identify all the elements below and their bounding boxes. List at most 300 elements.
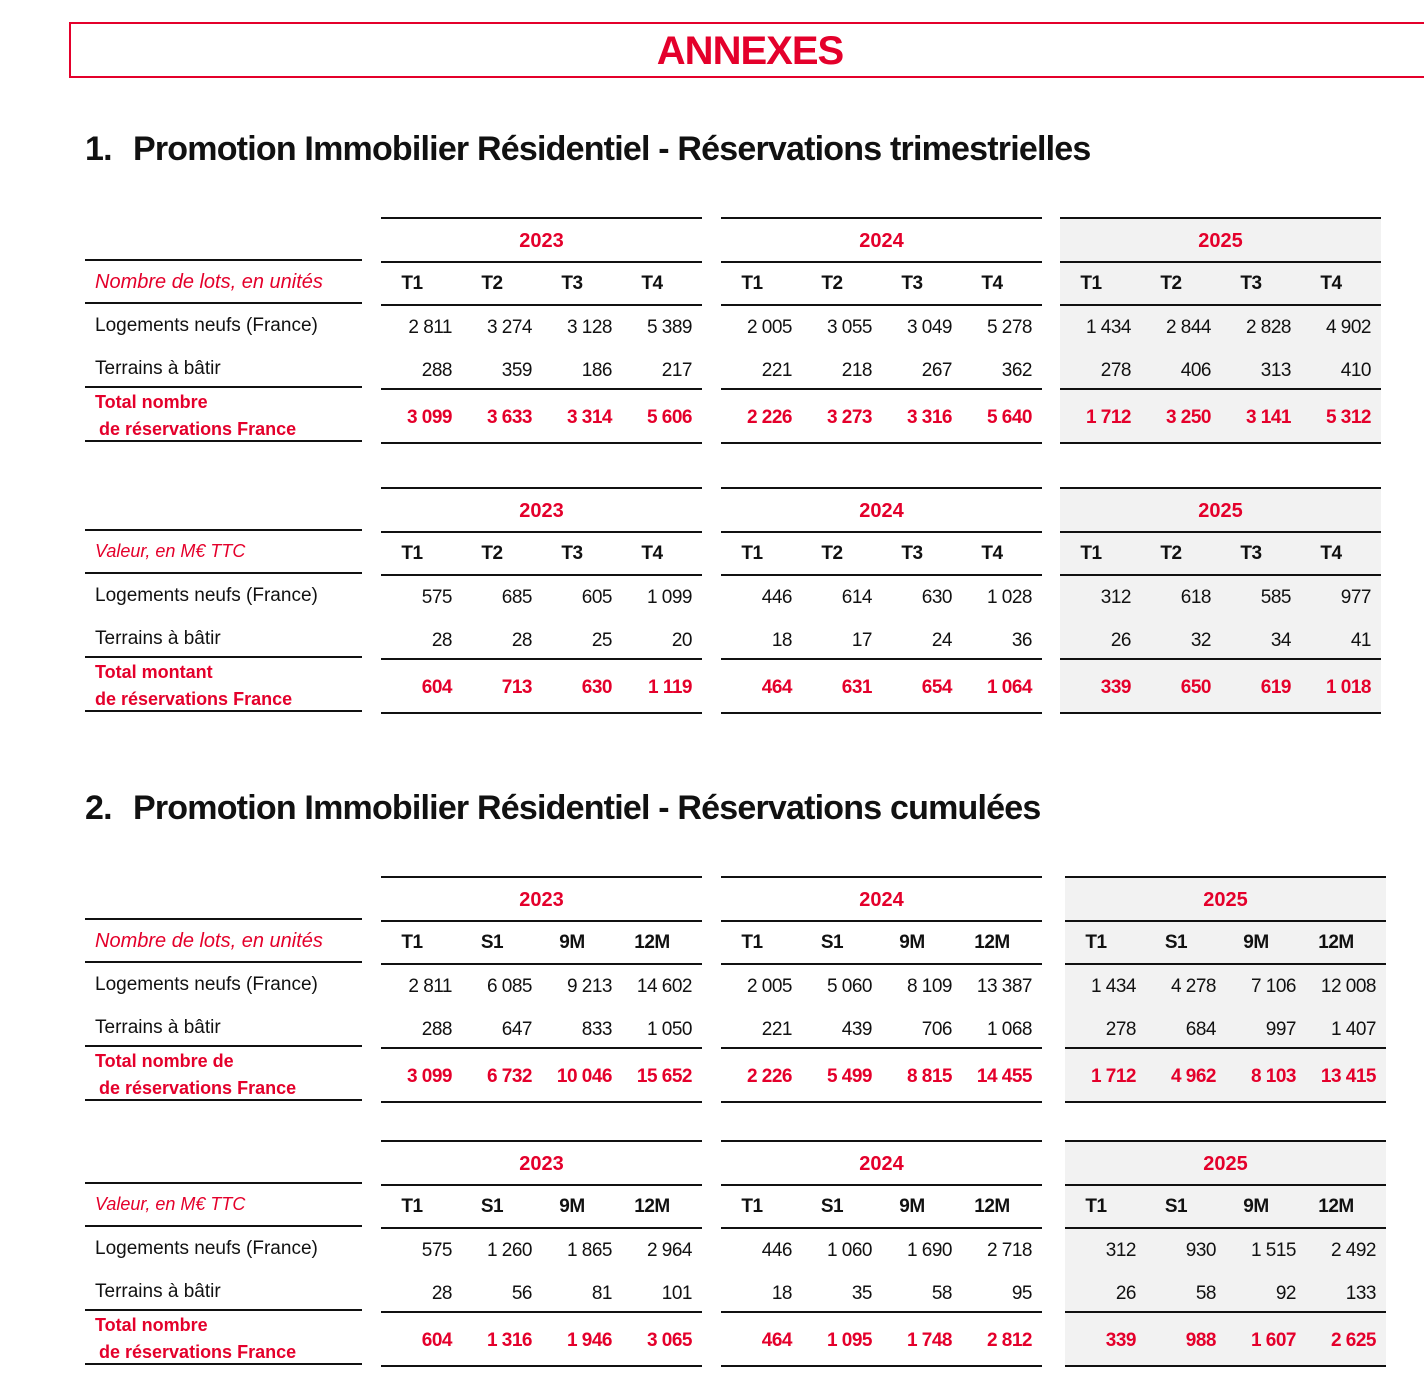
total-cell: 619 [1260,677,1291,698]
divider-line [721,1311,1042,1313]
divider-line [1065,1311,1386,1313]
total-cell: 6 732 [486,1066,532,1087]
total-cell: 631 [841,677,872,698]
table-cell: 278 [1105,1019,1136,1040]
year-group-2023 [381,876,702,1103]
period-header: T1 [1085,1196,1107,1217]
divider-line [1065,963,1386,965]
period-header: T2 [821,543,843,564]
table-cell: 5 389 [646,317,692,338]
period-header: T1 [1085,932,1107,953]
total-cell: 339 [1105,1330,1136,1351]
table-cell: 9 213 [566,976,612,997]
period-header: 9M [899,932,925,953]
year-group-2024 [721,487,1042,714]
row-label: Terrains à bâtir [95,1281,221,1302]
divider-line [721,920,1042,922]
table-cell: 101 [661,1283,692,1304]
total-cell: 3 316 [906,407,952,428]
table-cell: 618 [1180,587,1211,608]
total-label-line1: Total montant [95,662,213,682]
period-header: T4 [1320,543,1342,564]
divider-line [1060,658,1381,660]
table-cell: 92 [1275,1283,1296,1304]
divider-line [85,1099,362,1101]
table-cell: 58 [1195,1283,1216,1304]
total-cell: 5 499 [826,1066,872,1087]
divider-line [381,261,702,263]
table-cell: 17 [851,630,872,651]
table-cell: 1 434 [1085,317,1131,338]
table-cell: 630 [921,587,952,608]
year-header: 2023 [519,889,564,911]
year-header: 2023 [519,1153,564,1175]
table-cell: 3 055 [826,317,872,338]
table-cell: 1 060 [826,1240,872,1261]
table-cell: 1 068 [986,1019,1032,1040]
divider-line [381,304,702,306]
total-cell: 1 064 [986,677,1032,698]
divider-line [381,1365,702,1367]
divider-line [381,1047,702,1049]
total-cell: 713 [501,677,532,698]
unit-label: Nombre de lots, en unités [95,271,323,293]
unit-label: Valeur, en M€ TTC [95,541,246,561]
year-header: 2025 [1198,500,1243,522]
year-group-2024 [721,876,1042,1103]
total-cell: 1 119 [648,677,692,698]
table-cell: 217 [661,360,692,381]
period-header: T3 [1240,543,1262,564]
table-cell: 18 [771,630,792,651]
table-cell: 406 [1180,360,1211,381]
table-cell: 56 [511,1283,532,1304]
table-cell: 5 060 [826,976,872,997]
table-cell: 8 109 [906,976,952,997]
divider-line [85,529,362,531]
divider-line [381,920,702,922]
table-cell: 439 [841,1019,872,1040]
total-cell: 1 748 [906,1330,952,1351]
section-title-text: Promotion Immobilier Résidentiel - Réservations trimestrielles [133,130,1091,168]
row-label: Logements neufs (France) [95,315,318,336]
divider-line [85,1182,362,1184]
divider-line [1060,304,1381,306]
year-group-2025 [1065,876,1386,1103]
table-cell: 685 [501,587,532,608]
divider-line [721,388,1042,390]
divider-line [381,712,702,714]
row-label: Terrains à bâtir [95,628,221,649]
table-cell: 218 [841,360,872,381]
divider-line [1060,712,1381,714]
year-header: 2024 [859,889,904,911]
table-cell: 614 [841,587,872,608]
table-cell: 26 [1110,630,1131,651]
row-labels [85,487,362,714]
row-label: Logements neufs (France) [95,1238,318,1259]
divider-line [381,388,702,390]
divider-line [381,1184,702,1186]
period-header: 9M [1243,1196,1269,1217]
table-cell: 575 [421,1240,452,1261]
total-cell: 10 046 [556,1066,612,1087]
period-header: T1 [741,543,763,564]
table-cell: 359 [501,360,532,381]
total-label-line1: Total nombre [95,1315,208,1335]
divider-line [381,963,702,965]
table-cell: 1 690 [906,1240,952,1261]
period-header: T3 [1240,273,1262,294]
divider-line [85,961,362,963]
year-group-2024 [721,1140,1042,1367]
divider-line [85,710,362,712]
table-cell: 1 028 [986,587,1032,608]
table-cell: 14 602 [636,976,692,997]
period-header: 9M [1243,932,1269,953]
total-cell: 4 962 [1170,1066,1216,1087]
year-header: 2024 [859,230,904,252]
year-group-2023 [381,487,702,714]
year-group-2025 [1060,487,1381,714]
divider-line [381,442,702,444]
total-cell: 14 455 [976,1066,1032,1087]
period-header: S1 [1164,1196,1188,1217]
reservations-table [85,1140,1385,1367]
divider-line [85,1363,362,1365]
divider-line [1065,1227,1386,1229]
year-header: 2025 [1203,1153,1248,1175]
divider-line [1065,920,1386,922]
divider-line [721,304,1042,306]
divider-line [1060,574,1381,576]
table-cell: 20 [671,630,692,651]
table-cell: 833 [581,1019,612,1040]
table-cell: 186 [581,360,612,381]
row-labels [85,217,362,444]
total-cell: 5 606 [646,407,692,428]
section-2-title [85,789,1040,828]
period-header: T3 [901,273,923,294]
table-cell: 410 [1340,360,1371,381]
period-header: T1 [741,932,763,953]
period-header: T2 [1160,273,1182,294]
table-cell: 28 [431,630,452,651]
total-cell: 650 [1180,677,1211,698]
divider-line [85,572,362,574]
period-header: S1 [1164,932,1188,953]
table-cell: 3 274 [486,317,532,338]
table-cell: 81 [591,1283,612,1304]
table-cell: 12 008 [1320,976,1376,997]
table-cell: 312 [1100,587,1131,608]
total-cell: 464 [761,677,792,698]
table-cell: 706 [921,1019,952,1040]
row-label: Logements neufs (France) [95,974,318,995]
reservations-table [85,876,1385,1103]
divider-line [85,1225,362,1227]
table-cell: 585 [1260,587,1291,608]
divider-line [85,918,362,920]
divider-line [721,1227,1042,1229]
year-header: 2025 [1203,889,1248,911]
table-cell: 4 278 [1170,976,1216,997]
total-cell: 3 250 [1165,407,1211,428]
year-header: 2023 [519,230,564,252]
total-cell: 464 [761,1330,792,1351]
period-header: T2 [1160,543,1182,564]
total-cell: 339 [1100,677,1131,698]
period-header: S1 [820,932,844,953]
total-cell: 2 226 [746,407,792,428]
divider-line [721,1047,1042,1049]
table-cell: 575 [421,587,452,608]
divider-line [381,531,702,533]
total-cell: 1 095 [826,1330,872,1351]
table-cell: 58 [931,1283,952,1304]
divider-line [1060,531,1381,533]
divider-line [1060,261,1381,263]
period-header: 9M [559,1196,585,1217]
section-number: 1. [85,130,112,168]
divider-line [381,658,702,660]
total-cell: 3 065 [646,1330,692,1351]
period-header: 12M [634,1196,670,1217]
divider-line [721,1184,1042,1186]
divider-line [1065,1365,1386,1367]
period-header: T2 [481,543,503,564]
reservations-table [85,487,1385,714]
annexes-banner: ANNEXES [69,22,1424,78]
table-cell: 362 [1001,360,1032,381]
year-group-2023 [381,217,702,444]
table-cell: 2 964 [646,1240,692,1261]
total-label-line2: de réservations France [99,419,297,439]
period-header: S1 [480,932,504,953]
period-header: T1 [401,1196,423,1217]
table-cell: 221 [761,360,792,381]
divider-line [721,1101,1042,1103]
year-header: 2025 [1198,230,1243,252]
row-label: Terrains à bâtir [95,358,221,379]
period-header: 9M [899,1196,925,1217]
table-cell: 24 [931,630,952,651]
table-cell: 1 434 [1090,976,1136,997]
year-header: 2024 [859,1153,904,1175]
divider-line [381,1311,702,1313]
table-cell: 312 [1105,1240,1136,1261]
divider-line [721,261,1042,263]
total-cell: 5 312 [1325,407,1371,428]
period-header: T4 [981,273,1003,294]
reservations-table [85,217,1385,444]
row-label: Terrains à bâtir [95,1017,221,1038]
period-header: T4 [981,543,1003,564]
period-header: T1 [401,543,423,564]
divider-line [1060,442,1381,444]
table-cell: 3 049 [906,317,952,338]
total-cell: 3 273 [826,407,872,428]
period-header: T1 [1080,543,1102,564]
table-cell: 1 260 [486,1240,532,1261]
table-cell: 1 050 [646,1019,692,1040]
total-cell: 3 314 [566,407,612,428]
table-cell: 34 [1270,630,1291,651]
table-cell: 2 005 [746,317,792,338]
divider-line [721,712,1042,714]
total-label-line1: Total nombre de [95,1051,234,1071]
table-cell: 7 106 [1250,976,1296,997]
total-cell: 5 640 [986,407,1032,428]
period-header: T1 [741,273,763,294]
table-cell: 221 [761,1019,792,1040]
total-cell: 2 226 [746,1066,792,1087]
total-cell: 8 103 [1250,1066,1296,1087]
table-cell: 28 [431,1283,452,1304]
section-number: 2. [85,789,112,827]
period-header: T1 [1080,273,1102,294]
divider-line [381,1227,702,1229]
divider-line [85,386,362,388]
table-cell: 997 [1265,1019,1296,1040]
divider-line [381,574,702,576]
divider-line [721,531,1042,533]
divider-line [721,658,1042,660]
table-cell: 1 515 [1250,1240,1296,1261]
period-header: T1 [401,273,423,294]
table-cell: 1 865 [566,1240,612,1261]
total-label-line2: de réservations France [99,1342,297,1362]
total-cell: 1 946 [566,1330,612,1351]
table-cell: 1 407 [1330,1019,1376,1040]
table-cell: 684 [1185,1019,1216,1040]
period-header: T4 [641,543,663,564]
table-cell: 95 [1011,1283,1032,1304]
total-cell: 8 815 [906,1066,952,1087]
divider-line [85,259,362,261]
total-label-line2: de réservations France [95,689,293,709]
divider-line [1065,1101,1386,1103]
table-cell: 13 387 [976,976,1032,997]
table-cell: 267 [921,360,952,381]
table-cell: 133 [1345,1283,1376,1304]
row-labels [85,1140,362,1367]
total-cell: 3 141 [1245,407,1291,428]
divider-line [85,302,362,304]
period-header: T1 [741,1196,763,1217]
table-cell: 32 [1190,630,1211,651]
table-cell: 5 278 [986,317,1032,338]
table-cell: 35 [851,1283,872,1304]
table-cell: 2 828 [1245,317,1291,338]
total-cell: 1 712 [1085,407,1131,428]
total-cell: 1 018 [1325,677,1371,698]
table-cell: 977 [1340,587,1371,608]
table-cell: 1 099 [646,587,692,608]
period-header: S1 [820,1196,844,1217]
table-cell: 288 [421,1019,452,1040]
table-cell: 278 [1100,360,1131,381]
total-cell: 13 415 [1320,1066,1376,1087]
period-header: 12M [974,932,1010,953]
divider-line [85,440,362,442]
table-cell: 4 902 [1325,317,1371,338]
row-label: Logements neufs (France) [95,585,318,606]
divider-line [85,656,362,658]
period-header: T2 [821,273,843,294]
table-cell: 930 [1185,1240,1216,1261]
divider-line [1065,1047,1386,1049]
table-cell: 2 844 [1165,317,1211,338]
period-header: T2 [481,273,503,294]
table-cell: 28 [511,630,532,651]
divider-line [721,574,1042,576]
year-group-2024 [721,217,1042,444]
period-header: S1 [480,1196,504,1217]
table-cell: 2 492 [1330,1240,1376,1261]
period-header: 9M [559,932,585,953]
divider-line [85,1045,362,1047]
divider-line [1065,1184,1386,1186]
total-cell: 604 [421,1330,452,1351]
total-cell: 2 812 [986,1330,1032,1351]
table-cell: 2 005 [746,976,792,997]
total-cell: 1 316 [486,1330,532,1351]
total-cell: 630 [581,677,612,698]
divider-line [721,1365,1042,1367]
section-title-text: Promotion Immobilier Résidentiel - Réservations cumulées [133,789,1041,827]
total-cell: 988 [1185,1330,1216,1351]
divider-line [85,1309,362,1311]
total-cell: 654 [921,677,952,698]
table-cell: 6 085 [486,976,532,997]
table-cell: 3 128 [566,317,612,338]
divider-line [1060,388,1381,390]
table-cell: 41 [1350,630,1371,651]
year-group-2025 [1060,217,1381,444]
period-header: 12M [1318,932,1354,953]
table-cell: 2 811 [408,317,452,338]
total-cell: 2 625 [1330,1330,1376,1351]
row-labels [85,876,362,1103]
year-header: 2023 [519,500,564,522]
period-header: T4 [1320,273,1342,294]
total-cell: 15 652 [636,1066,692,1087]
period-header: 12M [634,932,670,953]
year-group-2023 [381,1140,702,1367]
table-cell: 446 [761,1240,792,1261]
table-cell: 605 [581,587,612,608]
total-cell: 604 [421,677,452,698]
period-header: T1 [401,932,423,953]
table-cell: 2 811 [408,976,452,997]
total-cell: 3 099 [406,407,452,428]
period-header: T4 [641,273,663,294]
table-cell: 647 [501,1019,532,1040]
total-label-line2: de réservations France [99,1078,297,1098]
total-cell: 3 099 [406,1066,452,1087]
table-cell: 26 [1115,1283,1136,1304]
table-cell: 288 [421,360,452,381]
period-header: T3 [561,273,583,294]
divider-line [721,963,1042,965]
period-header: T3 [561,543,583,564]
table-cell: 25 [591,630,612,651]
divider-line [381,1101,702,1103]
table-cell: 313 [1260,360,1291,381]
year-header: 2024 [859,500,904,522]
table-cell: 446 [761,587,792,608]
